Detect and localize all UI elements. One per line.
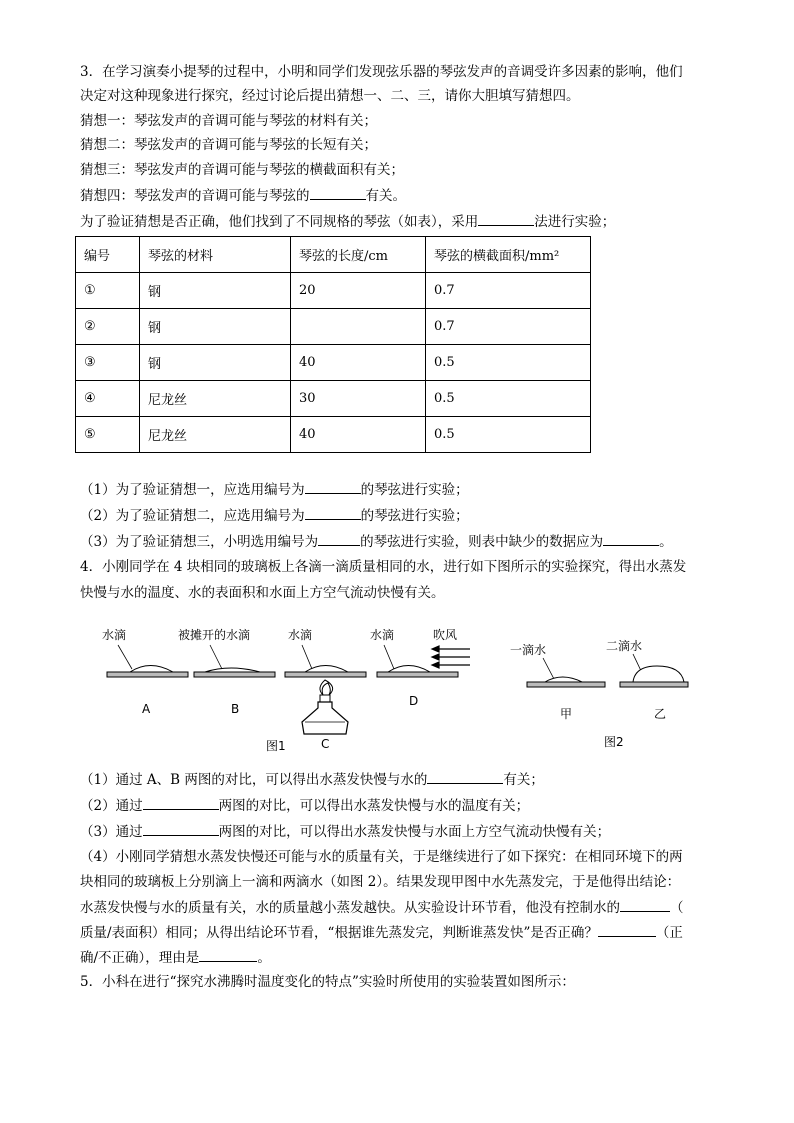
label-one-drop: 一滴水 [510,643,547,657]
q3-sub-2 [80,505,469,526]
q3-intro-line1: 3．在学习演奏小提琴的过程中，小明和同学们发现弦乐器的琴弦发声的音调受许多因素的影响，他们 [80,64,683,80]
water-drop-a [130,666,173,673]
answer-blank[interactable] [427,769,503,784]
table-row [76,381,591,417]
pointer-line [384,645,394,669]
alcohol-lamp [302,702,348,734]
flame-icon [320,680,333,695]
q3-method-text: 为了验证猜想是否正确，他们找到了不同规格的琴弦（如表），采用 [80,214,479,230]
q3-sub-3-mid: 的琴弦进行实验，则表中缺少的数据应为 [360,534,604,550]
table-header-cell: 琴弦的材料 [140,237,291,273]
table-cell: 40 [291,345,426,381]
q3-guess-3: 猜想三：琴弦发声的音调可能与琴弦的横截面积有关； [80,162,404,178]
q4-intro-line1: 4．小刚同学在 4 块相同的玻璃板上各滴一滴质量相同的水，进行如下图所示的实验探究，得出水蒸发 [80,559,687,575]
table-cell: 0.5 [426,381,591,417]
q3-method-tail: 法进行实验； [534,214,616,230]
q3-sub-3-text: （3）为了验证猜想三，小明选用编号为 [80,534,319,550]
table-cell: 钢 [140,273,291,309]
q3-sub-1 [80,479,469,500]
evaporation-figure [80,622,690,757]
glass-plate-c [285,672,366,677]
q4-sub-1 [80,769,544,790]
q3-sub-3-tail: 。 [659,534,673,550]
figure-1-caption: 图1 [266,739,286,753]
table-cell: 尼龙丝 [140,417,291,453]
table-row [76,417,591,453]
table-header-cell: 编号 [76,237,140,273]
label-water-drop-c: 水滴 [288,628,313,642]
q4-sub-2-text: （2）通过 [80,798,143,814]
table-cell: ③ [76,345,140,381]
q3-guess-1: 猜想一：琴弦发声的音调可能与琴弦的材料有关； [80,113,377,129]
q3-sub-3 [80,531,673,552]
label-two-drops: 二滴水 [606,639,643,653]
table-row [76,345,591,381]
label-water-drop-d: 水滴 [370,628,395,642]
q5-intro: 5．小科在进行“探究水沸腾时温度变化的特点”实验时所使用的实验装置如图所示： [80,974,575,990]
answer-blank[interactable] [310,185,366,200]
q3-guess-4-tail: 有关。 [365,188,406,204]
answer-blank[interactable] [143,821,219,836]
glass-plate-a [107,672,188,677]
q4-sub-2 [80,795,529,816]
table-cell: 钢 [140,345,291,381]
q4-sub-4-line4-tail: （正 [655,925,683,941]
label-spread-drop: 被摊开的水滴 [178,628,251,642]
q4-sub-4-line3 [80,897,684,918]
q4-sub-4-line1: （4）小刚同学猜想水蒸发快慢还可能与水的质量有关，于是继续进行了如下探究：在相同环境下的两 [80,849,683,865]
q3-intro-line2: 决定对这种现象进行探究，经过讨论后提出猜想一、二、三，请你大胆填写猜想四。 [80,88,580,104]
pointer-line [210,645,222,669]
q4-sub-4-line5-text: 确/不正确），理由是 [80,950,200,966]
q3-sub-1-tail: 的琴弦进行实验； [360,482,469,498]
answer-blank[interactable] [143,795,219,810]
answer-blank[interactable] [305,479,361,494]
label-jia: 甲 [560,707,573,721]
q4-sub-4-line3-tail: （ [670,900,684,916]
table-cell: 钢 [140,309,291,345]
two-drops [633,666,684,682]
answer-blank[interactable] [603,531,659,546]
table-cell: 30 [291,381,426,417]
table-cell: 尼龙丝 [140,381,291,417]
q4-intro-line2: 快慢与水的温度、水的表面积和水面上方空气流动快慢有关。 [80,585,445,601]
q3-sub-2-tail: 的琴弦进行实验； [360,508,469,524]
table-cell: 20 [291,273,426,309]
label-blow-wind: 吹风 [433,628,458,642]
q4-sub-4-line3-text: 水蒸发快慢与水的质量有关，水的质量越小蒸发越快。从实验设计环节看，他没有控制水的 [80,900,620,916]
table-cell: ① [76,273,140,309]
q4-sub-3-tail: 两图的对比，可以得出水蒸发快慢与水面上方空气流动快慢有关； [218,824,611,840]
table-row [76,273,591,309]
table-cell: 0.5 [426,417,591,453]
q3-guess-2: 猜想二：琴弦发声的音调可能与琴弦的长短有关； [80,137,377,153]
answer-blank[interactable] [598,922,656,937]
q4-sub-3 [80,821,610,842]
string-spec-table [75,236,591,453]
q4-sub-4-line5 [80,947,271,968]
label-D: D [409,694,419,708]
q3-sub-1-text: （1）为了验证猜想一，应选用编号为 [80,482,305,498]
q4-sub-4-line5-tail: 。 [257,950,271,966]
table-cell: 0.7 [426,309,591,345]
glass-plate-yi [620,682,688,687]
q3-guess-4 [80,185,406,206]
table-header-row [76,237,591,273]
figure-2-caption: 图2 [604,735,624,749]
pointer-line [118,645,132,669]
label-A: A [142,702,151,716]
spread-drop-b [205,668,260,672]
q4-sub-4-line4-text: 质量/表面积）相同；从得出结论环节看，“根据谁先蒸发完，判断谁蒸发快”是否正确？ [80,925,598,941]
label-yi: 乙 [654,707,667,721]
q4-sub-3-text: （3）通过 [80,824,143,840]
pointer-line [302,645,312,669]
glass-plate-d [377,672,458,677]
table-row [76,309,591,345]
answer-blank[interactable] [620,897,670,912]
wind-arrows-icon [432,646,470,668]
table-header-cell: 琴弦的横截面积/mm² [426,237,591,273]
glass-plate-b [194,672,275,677]
q4-sub-4-line4 [80,922,683,943]
table-cell: 40 [291,417,426,453]
answer-blank[interactable] [305,505,361,520]
answer-blank[interactable] [199,947,257,962]
q3-method [80,211,615,232]
table-cell: 0.5 [426,345,591,381]
label-water-drop-a: 水滴 [102,628,127,642]
answer-blank[interactable] [478,211,534,226]
answer-blank[interactable] [318,531,360,546]
water-drop-d [388,666,430,673]
q4-sub-2-tail: 两图的对比，可以得出水蒸发快慢与水的温度有关； [218,798,530,814]
one-drop [545,677,582,682]
label-B: B [231,702,240,716]
q4-sub-1-tail: 有关； [503,772,544,788]
table-cell: ② [76,309,140,345]
table-cell: ④ [76,381,140,417]
table-cell: 0.7 [426,273,591,309]
glass-plate-jia [527,682,605,687]
q4-sub-1-text: （1）通过 A、B 两图的对比，可以得出水蒸发快慢与水的 [80,772,428,788]
table-header-cell: 琴弦的长度/cm [291,237,426,273]
q4-sub-4-line2: 块相同的玻璃板上分别滴上一滴和两滴水（如图 2）。结果发现甲图中水先蒸发完，于是他得出结论： [80,874,681,890]
pointer-line [543,658,554,679]
water-drop-c [305,666,348,673]
q3-sub-2-text: （2）为了验证猜想二，应选用编号为 [80,508,305,524]
q3-guess-4-text: 猜想四：琴弦发声的音调可能与琴弦的 [80,188,310,204]
table-cell-empty [291,309,426,345]
lamp-wick [320,695,330,702]
table-cell: ⑤ [76,417,140,453]
label-C: C [321,737,330,751]
